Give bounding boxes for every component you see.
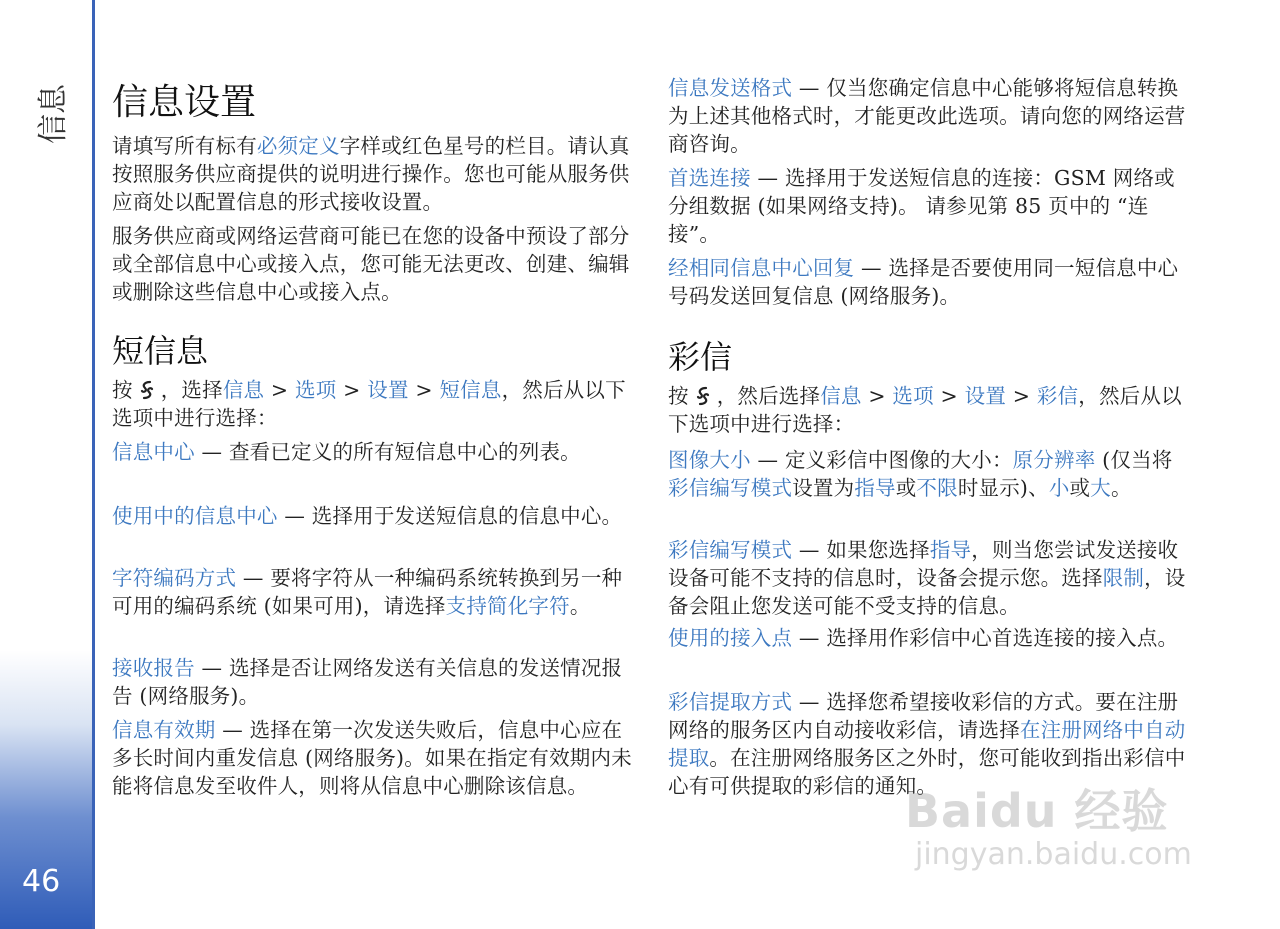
body-text: (仅当将 [1095, 448, 1173, 472]
body-text: 字样或红色星号的栏目。请认真按照服务供应商提供的说明进行操作。您也可能从服务供应商处以配置信息的形式接收设置。 [112, 134, 630, 214]
body-text: — 选择用作彩信中心首选连接的接入点。 [792, 626, 1179, 650]
body-text: — 仅当您确定信息中心能够将短信息转换为上述其他格式时，才能更改此选项。请向您的网络运营商咨询。 [668, 76, 1186, 156]
menu-term-link: 小 [1048, 476, 1070, 500]
menu-term-link: 使用的接入点 [668, 626, 793, 650]
heading-sms: 短信息 [112, 332, 209, 370]
menu-term-link: 指导 [929, 538, 972, 562]
sms-option-centre-in-use [112, 502, 632, 530]
heading-mms: 彩信 [668, 338, 733, 376]
baidu-watermark [905, 775, 1205, 885]
menu-term-link: 彩信提取方式 [668, 690, 793, 714]
menu-term-link: 大 [1090, 476, 1111, 500]
menu-term-link: 信息 [820, 384, 862, 408]
mms-menu-path [668, 382, 1193, 438]
body-text: — 查看已定义的所有短信息中心的列表。 [194, 440, 581, 464]
menu-term-link: 字符编码方式 [112, 566, 237, 590]
body-text: 。 [569, 594, 591, 618]
menu-term-link: 选项 [892, 384, 934, 408]
body-text: ，则当您尝试发送接收设备可能不支持的信息时，设备会提示您。选择 [668, 538, 1179, 590]
menu-term-link: 彩信编写模式 [668, 476, 793, 500]
body-text: 时显示)、 [957, 476, 1049, 500]
body-text: — 要将字符从一种编码系统转换到另一种可用的编码系统 (如果可用)，请选择 [112, 566, 623, 618]
intro-paragraph-1 [112, 132, 632, 216]
body-text: ，选择 [160, 378, 223, 402]
body-text: — 选择是否要使用同一短信息中心号码发送回复信息 (网络服务)。 [668, 256, 1179, 308]
chapter-tab-label: 信息 [36, 84, 71, 144]
body-text: > [264, 378, 296, 402]
heading-message-settings: 信息设置 [112, 82, 257, 123]
page-number: 46 [22, 864, 61, 899]
mms-option-access-point [668, 624, 1193, 652]
sms-option-conversion [668, 74, 1193, 158]
sms-option-delivery-report [112, 654, 632, 710]
sms-option-message-centre [112, 438, 592, 466]
mms-option-creation-mode [668, 536, 1193, 620]
menu-term-link: 不限 [916, 476, 958, 500]
body-text: 或 [1069, 476, 1091, 500]
menu-key-icon [139, 379, 155, 399]
menu-term-link: 原分辨率 [1012, 448, 1096, 472]
sms-option-preferred-connection [668, 164, 1193, 248]
body-text: ，然后从以下选项中进行选择： [112, 378, 626, 430]
watermark-logo: Baidu 经验 [905, 784, 1169, 838]
sms-option-reply-via-same-centre [668, 254, 1193, 310]
sms-option-validity [112, 716, 632, 800]
body-text: ，设备会阻止您发送可能不受支持的信息。 [668, 566, 1186, 618]
watermark-url: jingyan.baidu.com [915, 837, 1192, 872]
menu-term-link: 必须定义 [256, 134, 340, 158]
body-text: 设置为 [792, 476, 855, 500]
body-text: 。 [1110, 476, 1132, 500]
menu-term-link: 在注册网络中自动提取 [668, 718, 1186, 770]
body-text: — 选择用于发送短信息的信息中心。 [277, 504, 623, 528]
body-text: — 如果您选择 [792, 538, 930, 562]
menu-term-link: 指导 [854, 476, 896, 500]
sidebar-divider [92, 0, 95, 929]
body-text: 。在注册网络服务区之外时，您可能收到指出彩信中心有可供提取的彩信的通知。 [668, 746, 1186, 798]
menu-key-icon [695, 385, 711, 405]
body-text: 按 [112, 378, 133, 402]
sms-option-character-encoding [112, 564, 632, 620]
body-text: ，然后从以下选项中进行选择： [668, 384, 1182, 436]
menu-term-link: 彩信 [1036, 384, 1079, 408]
menu-term-link: 彩信编写模式 [668, 538, 793, 562]
body-text: > [933, 384, 965, 408]
body-text: — 定义彩信中图像的大小： [750, 448, 1013, 472]
body-text: 按 [668, 384, 689, 408]
body-text: > [861, 384, 893, 408]
body-text: — 选择是否让网络发送有关信息的发送情况报告 (网络服务)。 [112, 656, 623, 708]
menu-term-link: 选项 [295, 378, 337, 402]
menu-term-link: 设置 [367, 378, 409, 402]
mms-option-image-size [668, 446, 1193, 502]
body-text: > [408, 378, 440, 402]
body-text: 服务供应商或网络运营商可能已在您的设备中预设了部分或全部信息中心或接入点，您可能无法更改、创建、编辑或删除这些信息中心或接入点。 [112, 224, 630, 304]
body-text: 或 [895, 476, 917, 500]
body-text: — 选择您希望接收彩信的方式。要在注册网络的服务区内自动接收彩信，请选择 [668, 690, 1179, 742]
body-text: ，然后选择 [716, 384, 821, 408]
menu-term-link: 支持简化字符 [445, 594, 570, 618]
menu-term-link: 信息发送格式 [668, 76, 793, 100]
menu-term-link: 信息中心 [112, 440, 195, 464]
menu-term-link: 首选连接 [668, 166, 751, 190]
menu-term-link: 限制 [1102, 566, 1145, 590]
menu-term-link: 使用中的信息中心 [112, 504, 278, 528]
menu-term-link: 信息 [222, 378, 265, 402]
menu-term-link: 经相同信息中心回复 [668, 256, 855, 280]
body-text: — 选择用于发送短信息的连接：GSM 网络或分组数据 (如果网络支持)。 请参见第 85 页中的 “连接”。 [668, 166, 1175, 246]
body-text: > [336, 378, 368, 402]
body-text: — 选择在第一次发送失败后，信息中心应在多长时间内重发信息 (网络服务)。如果在指定有效期内未能将信息发至收件人，则将从信息中心删除该信息。 [112, 718, 632, 798]
menu-term-link: 信息有效期 [112, 718, 216, 742]
menu-term-link: 设置 [964, 384, 1007, 408]
intro-paragraph-2 [112, 222, 632, 306]
body-text: > [1006, 384, 1037, 408]
menu-term-link: 短信息 [439, 378, 502, 402]
menu-term-link: 接收报告 [112, 656, 195, 680]
body-text: 请填写所有标有 [112, 134, 257, 158]
menu-term-link: 图像大小 [668, 448, 751, 472]
sms-menu-path [112, 376, 632, 432]
